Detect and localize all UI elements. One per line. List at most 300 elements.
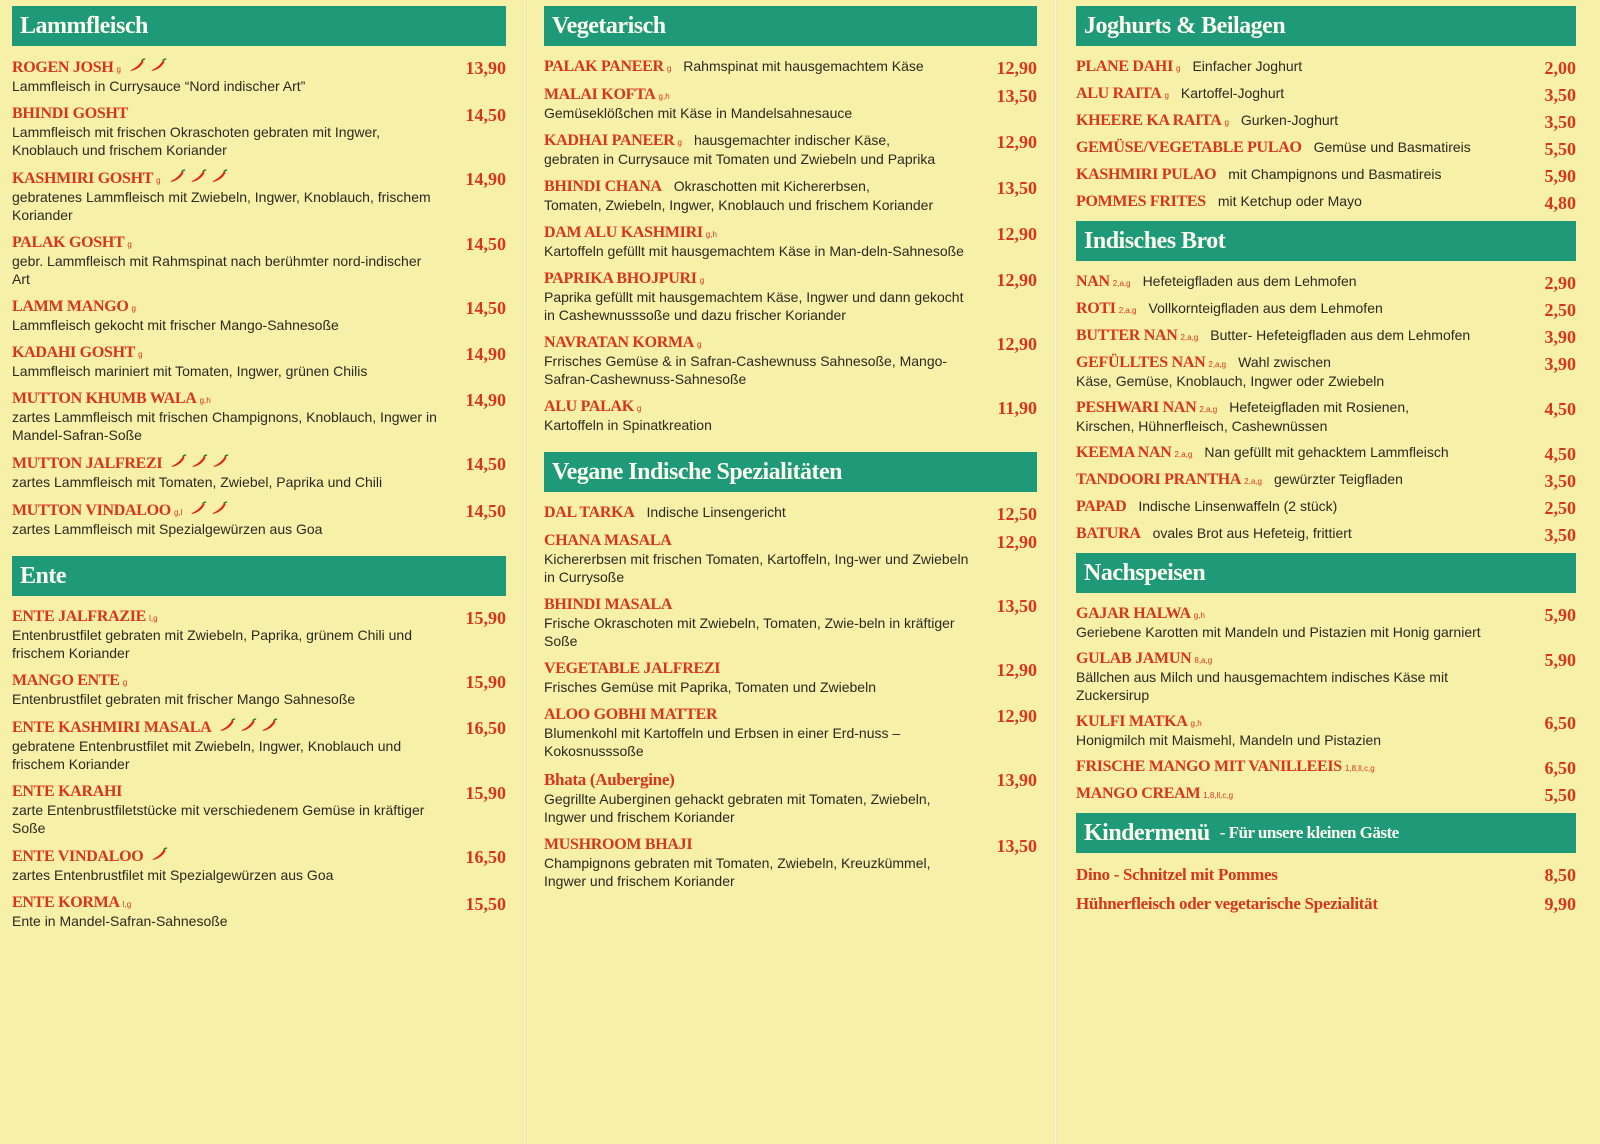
menu-item: [1076, 139, 1576, 157]
dish-description: Indische Linsenwaffeln (2 stück): [1138, 498, 1338, 514]
dish-description: zartes Lammfleisch mit Tomaten, Zwiebel, Paprika und Chili: [12, 474, 383, 490]
dish-description: Honigmilch mit Maismehl, Mandeln und Pistazien: [1076, 732, 1382, 748]
menu-item: [1076, 166, 1576, 184]
menu-item-head: [1076, 139, 1510, 157]
dish-name: FRISCHE MANGO MIT VANILLEEIS: [1076, 758, 1342, 775]
dish-description: zarte Entenbrustfiletstücke mit verschiedenem Gemüse in kräftiger Soße: [12, 802, 425, 836]
fold-line: [1054, 0, 1057, 1144]
menu-item-head: [544, 596, 971, 614]
dish-price: 13,50: [996, 596, 1037, 616]
dish-price: 11,90: [997, 398, 1037, 418]
menu-item: [544, 532, 1037, 586]
chili-icon: [151, 847, 168, 861]
menu-item-head: [12, 105, 440, 123]
dish-description: Kichererbsen mit frischen Tomaten, Kartoffeln, Ing-wer und Zwiebeln in Currysoße: [544, 551, 969, 585]
dish-name: GAJAR HALWA: [1076, 605, 1191, 622]
section-header: [1076, 6, 1576, 46]
dish-description: Lammfleisch gekocht mit frischer Mango-Sahnesoße: [12, 317, 339, 333]
spiciness-rating: [190, 501, 228, 515]
dish-name: CHANA MASALA: [544, 532, 672, 549]
dish-name: TANDOORI PRANTHA: [1076, 471, 1242, 488]
dish-price: 12,90: [996, 532, 1037, 552]
dish-name: MUTTON JALFREZI: [12, 455, 163, 472]
allergen-codes: g: [116, 65, 121, 74]
menu-item-head: [1076, 758, 1510, 776]
menu-item-head: [544, 532, 971, 550]
dish-name: MANGO ENTE: [12, 672, 120, 689]
menu-item-head: [544, 224, 971, 242]
chili-icon: [212, 454, 229, 468]
menu-item-head: [544, 706, 971, 724]
allergen-codes: g: [636, 404, 642, 413]
dish-price: 4,80: [1544, 193, 1576, 213]
menu-item: [544, 504, 1037, 522]
dish-description: Paprika gefüllt mit hausgemachtem Käse, Ingwer und dann gekocht in Cashewnusssoße und dazu frischer Koriander: [544, 289, 964, 323]
menu-item-head: [544, 178, 971, 196]
allergen-codes: g,h: [199, 396, 211, 405]
spiciness-rating: [170, 454, 229, 468]
spiciness-rating: [169, 169, 228, 183]
dish-description: Vollkornteigfladen aus dem Lehmofen: [1148, 300, 1383, 316]
spiciness-rating: [151, 847, 168, 861]
menu-item-head: [1076, 58, 1510, 76]
dish-price: 12,90: [996, 224, 1037, 244]
section-title: Kindermenü: [1084, 819, 1210, 846]
menu-item-head: [1076, 166, 1510, 184]
dish-name: POMMES FRITES: [1076, 193, 1206, 210]
menu-item: [1076, 327, 1576, 345]
section-header: [12, 6, 506, 46]
dish-description: ovales Brot aus Hefeteig, frittiert: [1152, 525, 1352, 541]
dish-name: PALAK GOSHT: [12, 234, 125, 251]
dish-price: 12,90: [996, 58, 1037, 78]
dish-name: KASHMIRI PULAO: [1076, 166, 1217, 183]
menu-item-head: [1076, 498, 1510, 516]
section-title: Lammfleisch: [20, 12, 148, 39]
menu-column-2: [524, 0, 1055, 1144]
dish-name: PAPAD: [1076, 498, 1127, 515]
allergen-codes: 2,a,g: [1174, 450, 1193, 459]
dish-price: 15,50: [465, 894, 506, 914]
allergen-codes: 2,a,g: [1180, 333, 1199, 342]
dish-description: Tomaten, Zwiebeln, Ingwer, Knoblauch und frischem Koriander: [544, 197, 934, 213]
dish-name: KASHMIRI GOSHT: [12, 170, 154, 187]
allergen-codes: l,g: [122, 900, 132, 909]
dish-name: BHINDI CHANA: [544, 178, 662, 195]
dish-price: 5,90: [1544, 166, 1576, 186]
menu-item: [1076, 58, 1576, 76]
chili-icon: [150, 58, 167, 72]
allergen-codes: g,h: [1190, 719, 1202, 728]
menu-item-head: [1076, 471, 1510, 489]
allergen-codes: g: [138, 350, 143, 359]
dish-name: KULFI MATKA: [1076, 713, 1188, 730]
dish-price: 3,50: [1544, 471, 1576, 491]
menu-item: [544, 270, 1037, 324]
allergen-codes: 1,8,ll,c,g: [1344, 764, 1375, 773]
dish-description: Bällchen aus Milch und hausgemachtem indisches Käse mit Zuckersirup: [1076, 669, 1448, 703]
allergen-codes: 2,a,g: [1244, 477, 1262, 486]
dish-price: 8,50: [1544, 865, 1576, 885]
menu-item: [544, 770, 1037, 826]
dish-description: hausgemachter indischer Käse,: [693, 132, 891, 148]
dish-description: zartes Lammfleisch mit Spezialgewürzen aus Goa: [12, 521, 323, 537]
dish-description: Gemüse und Basmatireis: [1313, 139, 1471, 155]
menu-item-head: [544, 770, 971, 790]
dish-name: ENTE KASHMIRI MASALA: [12, 719, 212, 736]
menu-item: [12, 672, 506, 708]
menu-item: [1076, 650, 1576, 704]
menu-item: [12, 608, 506, 662]
dish-description: Kirschen, Hühnerfleisch, Cashewnüssen: [1076, 418, 1328, 434]
dish-price: 3,90: [1544, 327, 1576, 347]
menu-item-head: [1076, 273, 1510, 291]
dish-price: 13,50: [996, 178, 1037, 198]
menu-item-head: [544, 660, 971, 678]
dish-price: 14,50: [465, 454, 506, 474]
menu-item-head: [544, 504, 971, 522]
section-title: Ente: [20, 562, 66, 589]
section-subtitle: - Für unsere kleinen Gäste: [1219, 823, 1399, 842]
dish-price: 14,50: [465, 234, 506, 254]
dish-name: MUTTON KHUMB WALA: [12, 390, 197, 407]
dish-name: BHINDI MASALA: [544, 596, 673, 613]
menu-item: [1076, 525, 1576, 543]
menu-item-head: [1076, 894, 1510, 914]
dish-name: MUSHROOM BHAJI: [544, 836, 693, 853]
dish-price: 3,50: [1544, 525, 1576, 545]
menu-item-head: [1076, 193, 1510, 211]
dish-price: 12,90: [996, 132, 1037, 152]
dish-description: Hefeteigfladen mit Rosienen,: [1229, 399, 1409, 415]
menu-item: [544, 596, 1037, 650]
dish-price: 16,50: [465, 847, 506, 867]
dish-description: Kartoffel-Joghurt: [1180, 85, 1285, 101]
menu-column-3: [1055, 0, 1600, 1144]
dish-price: 6,50: [1544, 758, 1576, 778]
dish-name: Bhata (Aubergine): [544, 770, 675, 789]
menu-item-head: [544, 132, 971, 150]
dish-name: GULAB JAMUN: [1076, 650, 1192, 667]
dish-description: gebraten in Currysauce mit Tomaten und Zwiebeln und Paprika: [544, 151, 936, 167]
dish-name: ALU RAITA: [1076, 85, 1162, 102]
dish-description: Indische Linsengericht: [646, 504, 786, 520]
menu-item-head: [1076, 713, 1510, 731]
dish-name: BHINDI GOSHT: [12, 105, 128, 122]
dish-description: Geriebene Karotten mit Mandeln und Pistazien mit Honig garniert: [1076, 624, 1481, 640]
dish-name: KEEMA NAN: [1076, 444, 1172, 461]
dish-price: 3,90: [1544, 354, 1576, 374]
chili-icon: [190, 501, 207, 515]
allergen-codes: 2,a,g: [1112, 279, 1131, 288]
dish-price: 2,00: [1544, 58, 1576, 78]
dish-description: Nan gefüllt mit gehacktem Lammfleisch: [1204, 444, 1449, 460]
allergen-codes: g: [699, 276, 705, 285]
menu-item-head: [1076, 354, 1510, 372]
menu-item-head: [12, 894, 440, 912]
dish-price: 5,90: [1544, 650, 1576, 670]
dish-price: 13,90: [996, 770, 1037, 790]
dish-price: 3,50: [1544, 85, 1576, 105]
dish-price: 14,50: [465, 105, 506, 125]
dish-price: 16,50: [465, 718, 506, 738]
dish-price: 3,50: [1544, 112, 1576, 132]
menu-item: [1076, 399, 1576, 435]
chili-icon: [211, 169, 228, 183]
dish-description: Frrisches Gemüse & in Safran-Cashewnuss Sahnesoße, Mango-Safran-Cashewnuss-Sahnesoße: [544, 353, 948, 387]
dish-price: 13,50: [996, 86, 1037, 106]
chili-icon: [169, 169, 186, 183]
allergen-codes: l,g: [149, 614, 158, 623]
section-header: [544, 452, 1037, 492]
dish-description: Frische Okraschoten mit Zwiebeln, Tomaten, Zwie-beln in kräftiger Soße: [544, 615, 955, 649]
menu-item: [1076, 193, 1576, 211]
menu-item: [1076, 444, 1576, 462]
menu-item-head: [544, 58, 971, 76]
dish-name: MANGO CREAM: [1076, 785, 1201, 802]
dish-name: PLANE DAHI: [1076, 58, 1174, 75]
dish-description: Blumenkohl mit Kartoffeln und Erbsen in einer Erd-nuss – Kokosnusssoße: [544, 725, 901, 759]
dish-price: 2,50: [1544, 300, 1576, 320]
chili-icon: [240, 718, 257, 732]
allergen-codes: g: [697, 340, 702, 349]
menu-item: [544, 398, 1037, 434]
menu-item-head: [1076, 327, 1510, 345]
dish-price: 5,50: [1544, 139, 1576, 159]
spiciness-rating: [219, 718, 278, 732]
dish-description: Einfacher Joghurt: [1192, 58, 1303, 74]
menu-item: [544, 86, 1037, 122]
dish-name: PESHWARI NAN: [1076, 399, 1197, 416]
section-header: [544, 6, 1037, 46]
menu-item: [12, 58, 506, 95]
dish-price: 2,50: [1544, 498, 1576, 518]
menu-item: [1076, 894, 1576, 914]
allergen-codes: g,h: [705, 230, 717, 239]
menu-item-head: [1076, 785, 1510, 803]
menu-item: [1076, 865, 1576, 885]
menu-column-1: [0, 0, 524, 1144]
dish-name: BATURA: [1076, 525, 1141, 542]
dish-name: DAL TARKA: [544, 504, 635, 521]
dish-name: KADAHI GOSHT: [12, 344, 136, 361]
section-header: [12, 556, 506, 596]
menu-item: [12, 454, 506, 491]
dish-description: gewürzter Teigfladen: [1273, 471, 1403, 487]
menu-item-head: [544, 270, 971, 288]
menu-item: [1076, 354, 1576, 390]
menu-item: [12, 718, 506, 773]
dish-description: mit Champignons und Basmatireis: [1228, 166, 1442, 182]
dish-name: GEMÜSE/VEGETABLE PULAO: [1076, 139, 1302, 156]
menu-item: [12, 344, 506, 380]
dish-name: ALU PALAK: [544, 398, 634, 415]
dish-price: 12,90: [996, 706, 1037, 726]
allergen-codes: 2,a,g: [1208, 360, 1227, 369]
menu-item-head: [1076, 605, 1510, 623]
section-title: Vegetarisch: [552, 12, 666, 39]
menu-item: [1076, 273, 1576, 291]
menu-item-head: [544, 334, 971, 352]
section-header: [1076, 221, 1576, 261]
menu-item: [544, 132, 1037, 168]
dish-description: Rahmspinat mit hausgemachtem Käse: [683, 58, 924, 74]
menu-item-head: [1076, 865, 1510, 885]
dish-name: Hühnerfleisch oder vegetarische Spezialität: [1076, 894, 1378, 913]
section-title: Indisches Brot: [1084, 227, 1226, 254]
allergen-codes: g,h: [658, 92, 670, 101]
menu-item: [1076, 300, 1576, 318]
menu-item: [544, 836, 1037, 890]
dish-name: ENTE KARAHI: [12, 783, 123, 800]
dish-name: ENTE JALFRAZIE: [12, 608, 147, 625]
menu-item-head: [1076, 650, 1510, 668]
dish-price: 12,90: [996, 334, 1037, 354]
allergen-codes: g: [677, 138, 682, 147]
spiciness-rating: [129, 58, 167, 72]
dish-description: Gegrillte Auberginen gehackt gebraten mit Tomaten, Zwiebeln, Ingwer und frischem Koriander: [544, 791, 931, 825]
menu-item: [544, 334, 1037, 388]
dish-description: mit Ketchup oder Mayo: [1217, 193, 1362, 209]
menu-item: [1076, 498, 1576, 516]
dish-name: PAPRIKA BHOJPURI: [544, 270, 697, 287]
allergen-codes: g: [666, 64, 672, 73]
dish-description: zartes Lammfleisch mit frischen Champignons, Knoblauch, Ingwer in Mandel-Safran-Soße: [12, 409, 437, 443]
dish-price: 14,90: [465, 390, 506, 410]
dish-price: 15,90: [465, 608, 506, 628]
chili-icon: [129, 58, 146, 72]
allergen-codes: g: [127, 240, 132, 249]
dish-price: 14,50: [465, 298, 506, 318]
dish-name: VEGETABLE JALFREZI: [544, 660, 721, 677]
section-title: Joghurts & Beilagen: [1084, 12, 1286, 39]
dish-name: BUTTER NAN: [1076, 327, 1178, 344]
section-header: [1076, 553, 1576, 593]
menu-item: [1076, 85, 1576, 103]
menu-item-head: [12, 501, 440, 520]
dish-name: NAVRATAN KORMA: [544, 334, 695, 351]
allergen-codes: g: [131, 304, 136, 313]
dish-name: KADHAI PANEER: [544, 132, 675, 149]
menu-item-head: [12, 390, 440, 408]
dish-price: 12,50: [996, 504, 1037, 524]
dish-description: Lammfleisch in Currysauce “Nord indischer Art”: [12, 78, 306, 94]
dish-description: Hefeteigfladen aus dem Lehmofen: [1142, 273, 1357, 289]
menu-item: [12, 298, 506, 334]
allergen-codes: g: [1176, 64, 1181, 73]
menu-item-head: [12, 454, 440, 473]
allergen-codes: g,h: [1193, 611, 1205, 620]
menu-item-head: [1076, 444, 1510, 462]
allergen-codes: g: [122, 678, 128, 687]
menu-item: [1076, 785, 1576, 803]
dish-description: Kartoffeln in Spinatkreation: [544, 417, 712, 433]
dish-description: gebratenes Lammfleisch mit Zwiebeln, Ingwer, Knoblauch, frischem Koriander: [12, 189, 431, 223]
dish-name: MUTTON VINDALOO: [12, 502, 171, 519]
dish-description: Entenbrustfilet gebraten mit Zwiebeln, Paprika, grünem Chili und frischem Koriander: [12, 627, 412, 661]
dish-description: Gurken-Joghurt: [1240, 112, 1339, 128]
menu-item: [1076, 713, 1576, 749]
allergen-codes: 1,8,ll,c,g: [1203, 791, 1234, 800]
menu-item-head: [12, 169, 440, 188]
menu-item: [544, 178, 1037, 214]
dish-price: 14,90: [465, 169, 506, 189]
menu-item: [12, 105, 506, 159]
dish-description: Lammfleisch mit frischen Okraschoten gebraten mit Ingwer, Knoblauch und frischem Koriander: [12, 124, 381, 158]
menu-item: [12, 390, 506, 444]
dish-description: Kartoffeln gefüllt mit hausgemachtem Käse in Man-deln-Sahnesoße: [544, 243, 964, 259]
menu-item-head: [544, 398, 971, 416]
section-header: [1076, 813, 1576, 853]
dish-description: Entenbrustfilet gebraten mit frischer Mango Sahnesoße: [12, 691, 356, 707]
dish-name: GEFÜLLTES NAN: [1076, 354, 1206, 371]
dish-price: 2,90: [1544, 273, 1576, 293]
menu-item-head: [12, 672, 440, 690]
dish-description: gebratene Entenbrustfilet mit Zwiebeln, Ingwer, Knoblauch und frischem Koriander: [12, 738, 402, 772]
allergen-codes: 8,a,g: [1194, 656, 1213, 665]
dish-price: 5,90: [1544, 605, 1576, 625]
dish-price: 9,90: [1544, 894, 1576, 914]
dish-name: ROGEN JOSH: [12, 59, 114, 76]
menu-item-head: [12, 847, 440, 866]
dish-price: 6,50: [1544, 713, 1576, 733]
chili-icon: [261, 718, 278, 732]
menu-item-head: [12, 344, 440, 362]
menu-item: [1076, 605, 1576, 641]
menu-item-head: [544, 836, 971, 854]
dish-name: KHEERE KA RAITA: [1076, 112, 1222, 129]
allergen-codes: g: [1224, 118, 1229, 127]
menu-item: [1076, 758, 1576, 776]
menu-item: [544, 706, 1037, 760]
dish-price: 15,90: [465, 783, 506, 803]
menu-item-head: [1076, 525, 1510, 543]
dish-description: Champignons gebraten mit Tomaten, Zwiebeln, Kreuzkümmel, Ingwer und frischem Koriander: [544, 855, 931, 889]
dish-name: ROTI: [1076, 300, 1116, 317]
dish-price: 4,50: [1544, 399, 1576, 419]
dish-description: Käse, Gemüse, Knoblauch, Ingwer oder Zwiebeln: [1076, 373, 1385, 389]
section-title: Nachspeisen: [1084, 559, 1206, 586]
menu-item-head: [12, 298, 440, 316]
menu-item-head: [12, 608, 440, 626]
dish-description: Gemüseklößchen mit Käse in Mandelsahnesauce: [544, 105, 853, 121]
menu-item: [12, 501, 506, 538]
dish-description: Butter- Hefeteigfladen aus dem Lehmofen: [1210, 327, 1471, 343]
dish-price: 15,90: [465, 672, 506, 692]
dish-name: ENTE KORMA: [12, 894, 120, 911]
menu-item: [12, 894, 506, 930]
dish-price: 12,90: [996, 270, 1037, 290]
dish-price: 4,50: [1544, 444, 1576, 464]
dish-name: Dino - Schnitzel mit Pommes: [1076, 865, 1278, 884]
dish-description: gebr. Lammfleisch mit Rahmspinat nach berühmter nord-indischer Art: [12, 253, 422, 287]
dish-price: 13,90: [465, 58, 506, 78]
menu-item: [1076, 471, 1576, 489]
dish-price: 5,50: [1544, 785, 1576, 805]
dish-description: zartes Entenbrustfilet mit Spezialgewürzen aus Goa: [12, 867, 334, 883]
menu-item-head: [12, 783, 440, 801]
dish-price: 14,50: [465, 501, 506, 521]
menu-item: [12, 847, 506, 884]
menu-item: [1076, 112, 1576, 130]
menu-item: [544, 58, 1037, 76]
chili-icon: [211, 501, 228, 515]
allergen-codes: g: [156, 176, 161, 185]
dish-description: Lammfleisch mariniert mit Tomaten, Ingwer, grünen Chilis: [12, 363, 368, 379]
dish-name: MALAI KOFTA: [544, 86, 656, 103]
dish-price: 12,90: [996, 660, 1037, 680]
fold-line: [523, 0, 526, 1144]
